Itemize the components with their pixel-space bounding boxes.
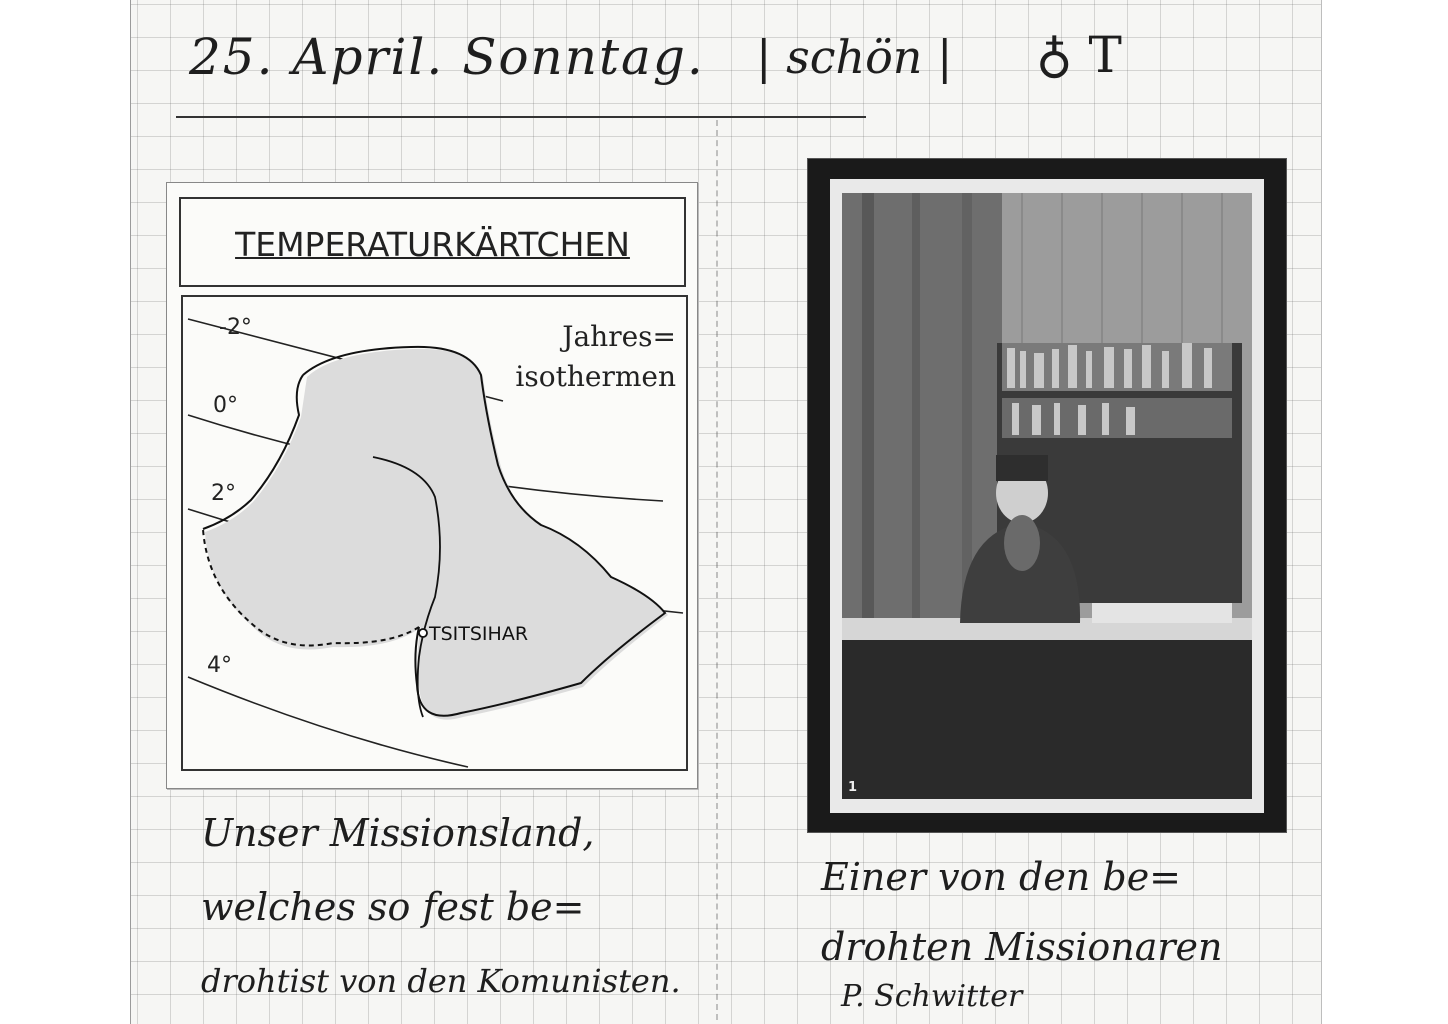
caption-left-line-3: drohtist von den Komunisten. (201, 962, 681, 1000)
city-label: TSITSIHAR (429, 623, 529, 645)
header-weather: | schön | (756, 30, 953, 84)
photo-clipping (807, 158, 1287, 833)
map-frame (181, 295, 688, 771)
map-title-box (179, 197, 686, 287)
isotherm-label-0: 0° (213, 393, 238, 418)
notebook-page (130, 0, 1322, 1024)
map-legend (515, 317, 676, 397)
legend-line-2: isothermen (515, 360, 676, 393)
city-marker (419, 629, 427, 637)
caption-right (821, 842, 1223, 1012)
photo-mount (830, 179, 1264, 813)
isotherm-label-minus2: -2° (219, 315, 252, 340)
map-title: TEMPERATURKÄRTCHEN (235, 225, 630, 264)
legend-line-1: Jahres= (562, 320, 676, 353)
caption-left (201, 796, 681, 1018)
page-fold (716, 120, 718, 1020)
missionary-photo (842, 193, 1252, 799)
header-underline (176, 116, 866, 118)
photo-number: 1 (848, 780, 858, 795)
caption-right-line-3: P. Schwitter (841, 979, 1023, 1014)
header-date: 25. April. Sonntag. (189, 28, 705, 86)
region-shadow (205, 349, 668, 720)
photo-scene (842, 193, 1252, 799)
temperature-map-clipping (166, 182, 698, 789)
caption-right-line-1: Einer von den be= (821, 855, 1182, 899)
header-symbols: ♁ T (1036, 26, 1122, 84)
caption-right-line-2: drohten Missionaren (821, 925, 1223, 969)
isotherm-label-4: 4° (207, 653, 232, 678)
caption-left-line-2: welches so fest be= (201, 885, 585, 929)
isotherm-label-2: 2° (211, 481, 236, 506)
caption-left-line-1: Unser Missionsland, (201, 811, 595, 855)
